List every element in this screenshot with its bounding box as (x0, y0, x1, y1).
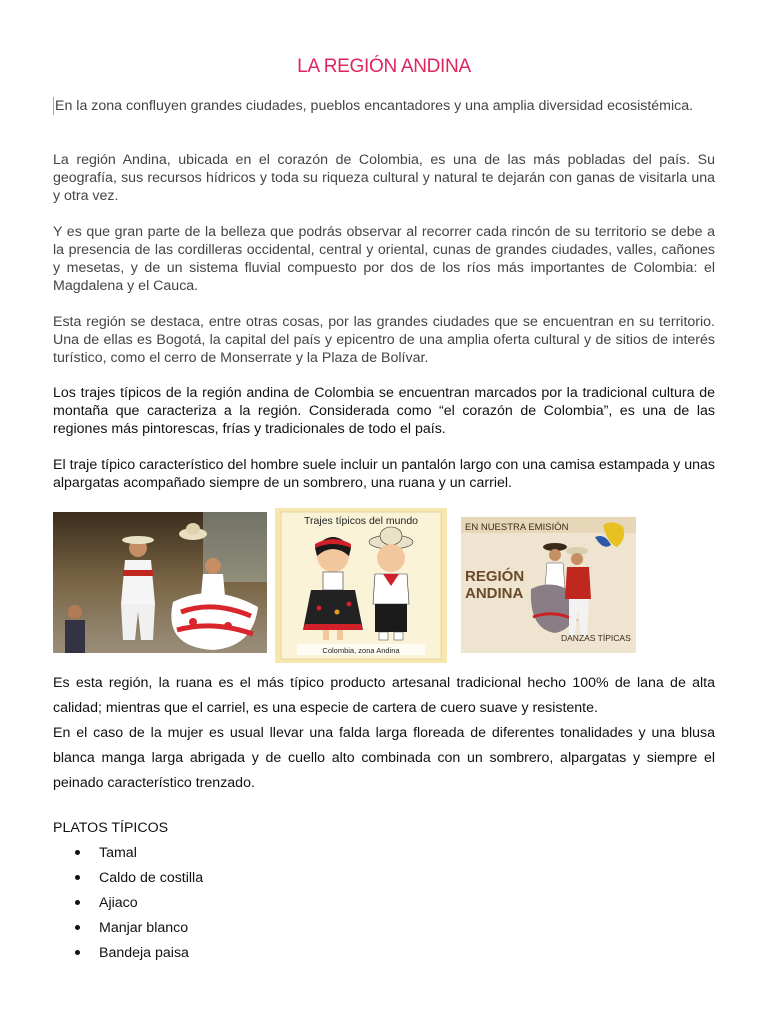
paragraph-costumes: Los trajes típicos de la región andina de Colombia se encuentran marcados por la tradicional cultura de montaña que caracteriza a la región. Considerada como “el corazón de Colombia”, es una de las regiones más pintorescas, frías y tradicionales de todo el país. (53, 385, 715, 437)
dish-name: Tamal (99, 845, 137, 861)
bullet-icon (75, 850, 80, 855)
typical-dishes-heading: PLATOS TÍPICOS (53, 820, 169, 836)
bullet-icon (75, 900, 80, 905)
list-item (99, 943, 203, 968)
bullet-icon (75, 925, 80, 930)
bullet-icon (75, 950, 80, 955)
illustration-title: Trajes típicos del mundo (304, 515, 418, 527)
poster-top-text: EN NUESTRA EMISIÓN (465, 522, 569, 533)
dancers-photo (53, 512, 267, 653)
paragraph-cities: Esta región se destaca, entre otras cosas, por las grandes ciudades que se encuentran en su territorio. Una de ellas es Bogotá, la capital del país y epicentro de una amplia oferta cultural y de sitios de interés turístico, como el cerro de Monserrate y la Plaza de Bolívar. (53, 314, 715, 366)
paragraph-geography: Y es que gran parte de la belleza que podrás observar al recorrer cada rincón de su territorio se debe a la presencia de las cordilleras occidental, central y oriental, cunas de grandes ciudades, valles, cañones y mesetas, y de un sistema fluvial compuesto por dos de los ríos más importantes de Colombia: el Magdalena y el Cauca. (53, 224, 715, 294)
typical-dishes-list (53, 843, 203, 968)
bullet-icon (75, 875, 80, 880)
page-title: LA REGIÓN ANDINA (297, 56, 471, 77)
list-item (99, 893, 203, 918)
poster-title-line1: REGIÓN (465, 568, 525, 585)
costumes-illustration (275, 508, 447, 663)
paragraph-location: La región Andina, ubicada en el corazón de Colombia, es una de las más pobladas del país. Su geografía, sus recursos hídricos y toda su riqueza cultural y natural te dejarán con ganas de visitarla una y otra vez. (53, 152, 715, 204)
list-item (99, 868, 203, 893)
dish-name: Ajiaco (99, 895, 138, 911)
paragraph-female-costume: En el caso de la mujer es usual llevar una falda larga floreada de diferentes tonalidades y una blusa blanca manga larga abrigada y de cuello alto combinada con un sombrero, alpargatas y siempre el peinado característico trenzado. (53, 725, 715, 791)
list-item (99, 918, 203, 943)
list-item (99, 843, 203, 868)
poster-bottom-text: DANZAS TÍPICAS (561, 633, 631, 643)
region-andina-poster (461, 517, 636, 653)
illustration-caption: Colombia, zona Andina (322, 646, 400, 655)
dish-name: Bandeja paisa (99, 945, 189, 961)
paragraph-ruana: Es esta región, la ruana es el más típico producto artesanal tradicional hecho 100% de lana de alta calidad; mientras que el carriel, es una especie de cartera de cuero suave y resistente. (53, 675, 715, 716)
typical-dishes-section (53, 820, 203, 968)
paragraph-male-costume: El traje típico característico del hombre suele incluir un pantalón largo con una camisa estampada y unas alpargatas acompañado siempre de un sombrero, una ruana y un carriel. (53, 457, 715, 491)
poster-title-line2: ANDINA (465, 585, 524, 602)
paragraph-intro: En la zona confluyen grandes ciudades, pueblos encantadores y una amplia diversidad ecosistémica. (53, 97, 717, 115)
dish-name: Manjar blanco (99, 920, 189, 936)
dish-name: Caldo de costilla (99, 870, 204, 886)
